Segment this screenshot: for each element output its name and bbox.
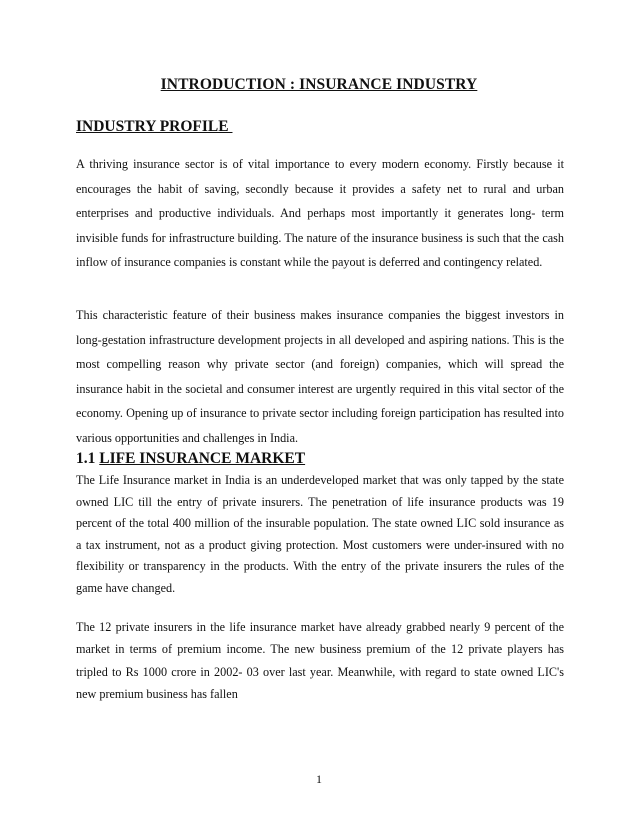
industry-profile-paragraph-2: This characteristic feature of their business makes insurance companies the biggest investors in long-gestation infrastructure development projects in all developed and aspiring nations. This is the most compelling reason why private sector (and foreign) companies, which will spread the insurance habit in the societal and consumer interest are urgently required in this vital sector of the economy. Opening up of insurance to private sector including foreign participation has resulted into various opportunities and challenges in India. [76,308,564,445]
life-insurance-heading [76,450,305,468]
section-number: 1.1 [76,450,100,467]
page-number: 1 [316,772,322,786]
industry-profile-paragraph-1: A thriving insurance sector is of vital importance to every modern economy. Firstly because it encourages the habit of saving, secondly because it provides a safety net to rural and urban enterprises and productive individuals. And perhaps most importantly it generates long- term invisible funds for infrastructure building. The nature of the insurance business is such that the cash inflow of insurance companies is constant while the payout is deferred and contingency related. [76,157,564,269]
section-title: LIFE INSURANCE MARKET [99,450,306,467]
life-insurance-paragraph-2: The 12 private insurers in the life insurance market have already grabbed nearly 9 percent of the market in terms of premium income. The new business premium of the 12 private players has tripled to Rs 1000 crore in 2002- 03 over last year. Meanwhile, with regard to state owned LIC's new premium business has fallen [76,620,564,701]
life-insurance-paragraph-1: The Life Insurance market in India is an underdeveloped market that was only tapped by the state owned LIC till the entry of private insurers. The penetration of life insurance products was 19 percent of the total 400 million of the insurable population. The state owned LIC sold insurance as a tax instrument, not as a product giving protection. Most customers were under-insured with no flexibility or transparency in the products. With the entry of the private insurers the rules of the game have changed. [76,473,564,595]
industry-profile-heading: INDUSTRY PROFILE [76,118,233,135]
page-title: INTRODUCTION : INSURANCE INDUSTRY [160,76,478,93]
